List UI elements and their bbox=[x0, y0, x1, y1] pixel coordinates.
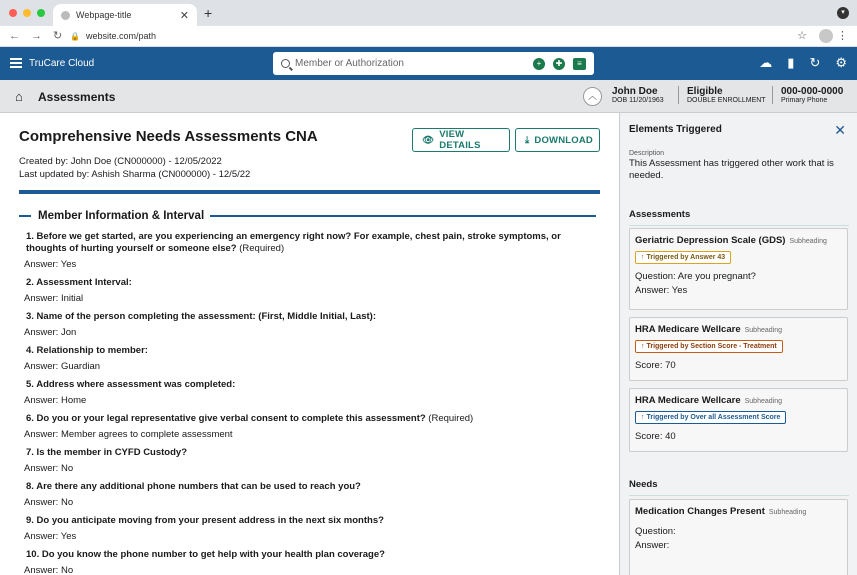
card-score: Score: 70 bbox=[635, 360, 676, 371]
profile-avatar[interactable] bbox=[819, 29, 833, 43]
member-info bbox=[612, 86, 664, 104]
question-text: 7. Is the member in CYFD Custody? bbox=[26, 447, 187, 458]
view-details-button[interactable] bbox=[412, 128, 510, 152]
title-divider bbox=[19, 190, 600, 194]
search-placeholder: Member or Authorization bbox=[295, 58, 404, 69]
minimize-window-button[interactable] bbox=[23, 9, 31, 17]
trigger-badge: ↑ Triggered by Over all Assessment Score bbox=[635, 411, 786, 424]
url-text: website.com/path bbox=[85, 31, 157, 41]
collapse-chevron-up-icon[interactable]: ︿ bbox=[583, 87, 602, 106]
section-header bbox=[19, 210, 596, 222]
id-card-icon[interactable]: ≡ bbox=[573, 58, 586, 70]
eligibility-sub: DOUBLE ENROLLMENT bbox=[687, 97, 766, 104]
question-text: 2. Assessment Interval: bbox=[26, 277, 132, 288]
phone-info bbox=[772, 86, 843, 104]
forward-icon[interactable]: → bbox=[31, 30, 42, 42]
card-answer: Answer: Yes bbox=[635, 285, 688, 296]
search-icon bbox=[281, 59, 290, 68]
medical-badge-icon[interactable]: ✚ bbox=[553, 58, 565, 70]
download-button[interactable] bbox=[515, 128, 600, 152]
question-list bbox=[24, 231, 594, 575]
member-dob: DOB 11/20/1963 bbox=[612, 97, 664, 104]
answer-text: Answer: Yes bbox=[24, 531, 77, 542]
required-marker: (Required) bbox=[236, 243, 285, 254]
card-score: Score: 40 bbox=[635, 431, 676, 442]
answer-text: Answer: Member agrees to complete assessment bbox=[24, 429, 233, 440]
back-icon[interactable]: ← bbox=[9, 30, 20, 42]
answer-text: Answer: No bbox=[24, 565, 74, 575]
trigger-badge: ↑ Triggered by Section Score - Treatment bbox=[635, 340, 783, 353]
app-name: TruCare Cloud bbox=[29, 58, 95, 69]
answer-text: Answer: Jon bbox=[24, 327, 77, 338]
eye-icon: 👁 bbox=[422, 134, 435, 146]
card-answer: Answer: bbox=[635, 540, 670, 551]
reload-icon[interactable]: ↻ bbox=[53, 30, 63, 42]
assessment-main bbox=[0, 113, 619, 575]
assessment-meta bbox=[19, 155, 250, 181]
close-panel-icon[interactable]: ✕ bbox=[834, 122, 846, 138]
eligibility-info bbox=[678, 86, 766, 104]
need-card[interactable] bbox=[629, 499, 848, 575]
bookmarks-icon[interactable]: ▮ bbox=[787, 55, 795, 70]
maximize-window-button[interactable] bbox=[37, 9, 45, 17]
address-bar-row bbox=[0, 26, 857, 47]
lock-icon: 🔒 bbox=[70, 31, 80, 41]
triggered-assessment-card[interactable] bbox=[629, 228, 848, 310]
context-bar bbox=[0, 80, 857, 113]
page-title: Assessments bbox=[38, 90, 116, 104]
question-text: 4. Relationship to member: bbox=[26, 345, 148, 356]
created-by: Created by: John Doe (CN000000) - 12/05/2022 bbox=[19, 156, 222, 167]
answer-text: Answer: No bbox=[24, 463, 74, 474]
assessment-title: Comprehensive Needs Assessments CNA bbox=[19, 128, 318, 145]
triggered-assessment-card[interactable] bbox=[629, 388, 848, 452]
question-text: 5. Address where assessment was completed: bbox=[26, 379, 236, 390]
card-subheading: Subheading bbox=[744, 327, 782, 334]
cloud-download-icon[interactable]: ☁ bbox=[759, 55, 773, 70]
app-header bbox=[0, 47, 857, 80]
close-tab-icon[interactable]: ✕ bbox=[179, 9, 189, 22]
card-subheading: Subheading bbox=[768, 509, 807, 516]
tab-menu-icon[interactable]: ▾ bbox=[837, 7, 849, 19]
download-label: DOWNLOAD bbox=[534, 134, 593, 146]
refresh-icon[interactable]: ↻ bbox=[809, 55, 821, 70]
description-text: This Assessment has triggered other work that is needed. bbox=[629, 158, 834, 181]
card-title: Geriatric Depression Scale (GDS) bbox=[635, 235, 786, 246]
window-controls bbox=[9, 9, 45, 17]
settings-gear-icon[interactable]: ⚙ bbox=[835, 55, 847, 70]
card-title: HRA Medicare Wellcare bbox=[635, 324, 741, 335]
answer-text: Answer: No bbox=[24, 497, 74, 508]
card-subheading: Subheading bbox=[789, 238, 827, 245]
browser-tab[interactable] bbox=[53, 4, 197, 26]
needs-heading: Needs bbox=[629, 479, 849, 496]
card-question: Question: bbox=[635, 526, 676, 537]
question-text: 10. Do you know the phone number to get help with your health plan coverage? bbox=[26, 549, 385, 560]
question-text: 8. Are there any additional phone numbers that can be used to reach you? bbox=[26, 481, 361, 492]
browser-menu-icon[interactable]: ⋮ bbox=[837, 30, 848, 42]
card-title: Medication Changes Present bbox=[635, 506, 765, 517]
address-field[interactable] bbox=[70, 31, 156, 41]
question-text: 1. Before we get started, are you experiencing an emergency right now? For example, chest pain, stroke symptoms, or thoughts of hurting yourself or someone else? (Required) bbox=[26, 231, 561, 254]
answer-text: Answer: Home bbox=[24, 395, 87, 406]
trigger-badge: ↑ Triggered by Answer 43 bbox=[635, 251, 731, 264]
elements-triggered-panel bbox=[619, 113, 857, 575]
answer-text: Answer: Initial bbox=[24, 293, 84, 304]
card-subheading: Subheading bbox=[744, 398, 782, 405]
description-label: Description bbox=[629, 150, 665, 157]
shield-plus-icon[interactable]: + bbox=[533, 58, 545, 70]
phone-label: Primary Phone bbox=[781, 97, 828, 104]
favicon-icon bbox=[61, 11, 70, 20]
question-text: 9. Do you anticipate moving from your present address in the next six months? bbox=[26, 515, 384, 526]
home-icon[interactable]: ⌂ bbox=[15, 89, 23, 104]
updated-by: Last updated by: Ashish Sharma (CN000000) - 12/5/22 bbox=[19, 169, 251, 180]
new-tab-button[interactable]: + bbox=[204, 5, 213, 21]
eligibility-status: Eligible bbox=[687, 86, 723, 97]
card-question: Question: Are you pregnant? bbox=[635, 271, 756, 282]
assessments-heading: Assessments bbox=[629, 209, 849, 226]
search-input[interactable] bbox=[273, 52, 594, 75]
menu-icon[interactable] bbox=[10, 58, 22, 68]
browser-tab-bar bbox=[0, 0, 857, 26]
view-details-label: VIEW DETAILS bbox=[439, 129, 481, 151]
member-name: John Doe bbox=[612, 86, 658, 97]
answer-text: Answer: Yes bbox=[24, 259, 77, 270]
phone-number: 000-000-0000 bbox=[781, 86, 844, 97]
triggered-assessment-card[interactable] bbox=[629, 317, 848, 381]
question-text: 3. Name of the person completing the assessment: (First, Middle Initial, Last): bbox=[26, 311, 376, 322]
download-icon: ⤓ bbox=[525, 134, 530, 146]
answer-text: Answer: Guardian bbox=[24, 361, 101, 372]
panel-title: Elements Triggered bbox=[629, 124, 722, 135]
section-title: Member Information & Interval bbox=[38, 210, 205, 222]
close-window-button[interactable] bbox=[9, 9, 17, 17]
tab-title: Webpage-title bbox=[76, 10, 132, 20]
bookmark-star-icon[interactable]: ☆ bbox=[797, 30, 807, 42]
required-marker: (Required) bbox=[425, 413, 474, 424]
card-title: HRA Medicare Wellcare bbox=[635, 395, 741, 406]
question-text: 6. Do you or your legal representative give verbal consent to complete this assessment? (Required) bbox=[26, 413, 474, 424]
